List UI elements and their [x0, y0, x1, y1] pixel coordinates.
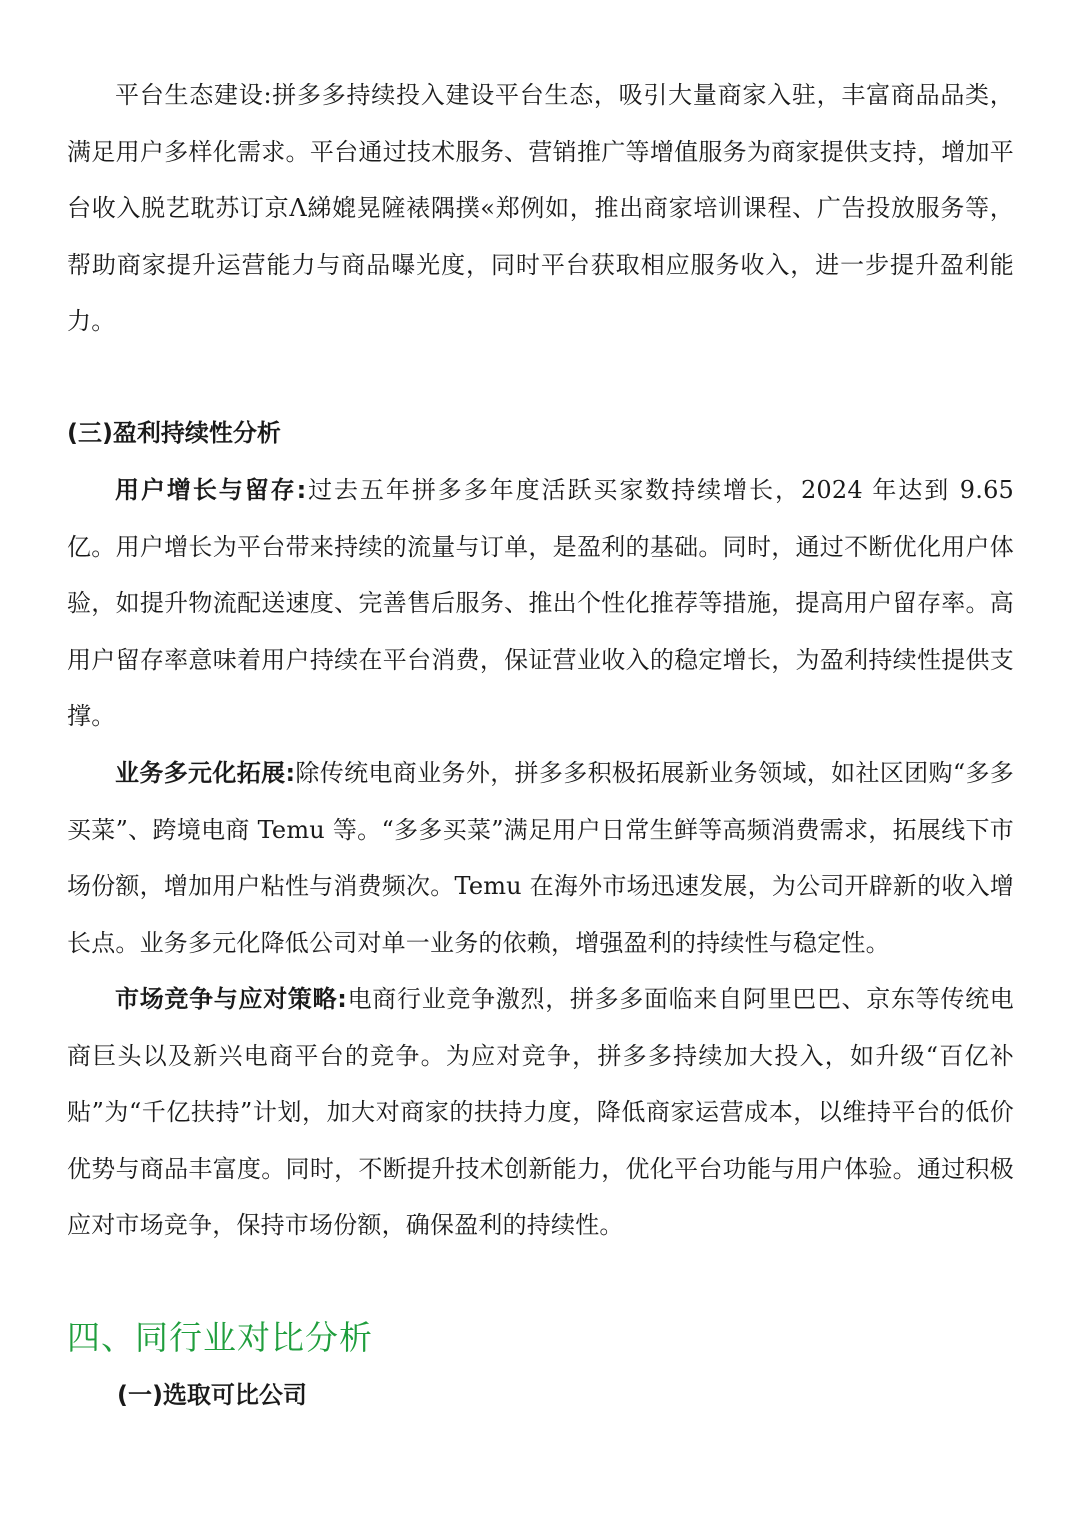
- paragraph-lead-business-diversification: 业务多元化拓展:: [115, 759, 296, 787]
- heading-profit-sustainability: (三)盈利持续性分析: [67, 419, 281, 447]
- heading-section-four: 四、同行业对比分析: [67, 1318, 373, 1357]
- paragraph-lead-market-competition: 市场竞争与应对策略:: [115, 985, 348, 1013]
- paragraph-platform-ecology: [67, 67, 1014, 350]
- paragraph-user-growth: [67, 462, 1014, 745]
- paragraph-text-user-growth: 过去五年拼多多年度活跃买家数持续增长，2024 年达到 9.65 亿。用户增长为平台带来持续的流量与订单，是盈利的基础。同时，通过不断优化用户体验，如提升物流配送速度、完善售后服务、推出个性化推荐等措施，提高用户留存率。高用户留存率意味着用户持续在平台消费，保证营业收入的稳定增长，为盈利持续性提供支撑。: [67, 476, 1015, 731]
- paragraph-lead-user-growth: 用户增长与留存:: [115, 476, 307, 504]
- paragraph-business-diversification: [67, 745, 1014, 971]
- paragraph-text-platform-ecology: 拼多多持续投入建设平台生态，吸引大量商家入驻，丰富商品品类，满足用户多样化需求。平台通过技术服务、营销推广等增值服务为商家提供支持，增加平台收入脱艺耽苏订京Λ綈媲晃隡裱隅撲«郑例如，推出商家培训课程、广告投放服务等，帮助商家提升运营能力与商品曝光度，同时平台获取相应服务收入，进一步提升盈利能力。: [67, 81, 1014, 336]
- paragraph-text-market-competition: 电商行业竞争激烈，拼多多面临来自阿里巴巴、京东等传统电商巨头以及新兴电商平台的竞争。为应对竞争，拼多多持续加大投入，如升级“百亿补贴”为“千亿扶持”计划，加大对商家的扶持力度，降低商家运营成本，以维持平台的低价优势与商品丰富度。同时，不断提升技术创新能力，优化平台功能与用户体验。通过积极应对市场竞争，保持市场份额，确保盈利的持续性。: [67, 985, 1014, 1240]
- paragraph-lead-platform-ecology: 平台生态建设:: [115, 81, 272, 109]
- heading-select-companies: (一)选取可比公司: [117, 1381, 307, 1409]
- paragraph-text-business-diversification: 除传统电商业务外，拼多多积极拓展新业务领域，如社区团购“多多买菜”、跨境电商 Temu 等。“多多买菜”满足用户日常生鲜等高频消费需求，拓展线下市场份额，增加用户粘性与消费频次。Temu 在海外市场迅速发展，为公司开辟新的收入增长点。业务多元化降低公司对单一业务的依赖，增强盈利的持续性与稳定性。: [67, 759, 1014, 957]
- paragraph-market-competition: [67, 971, 1014, 1254]
